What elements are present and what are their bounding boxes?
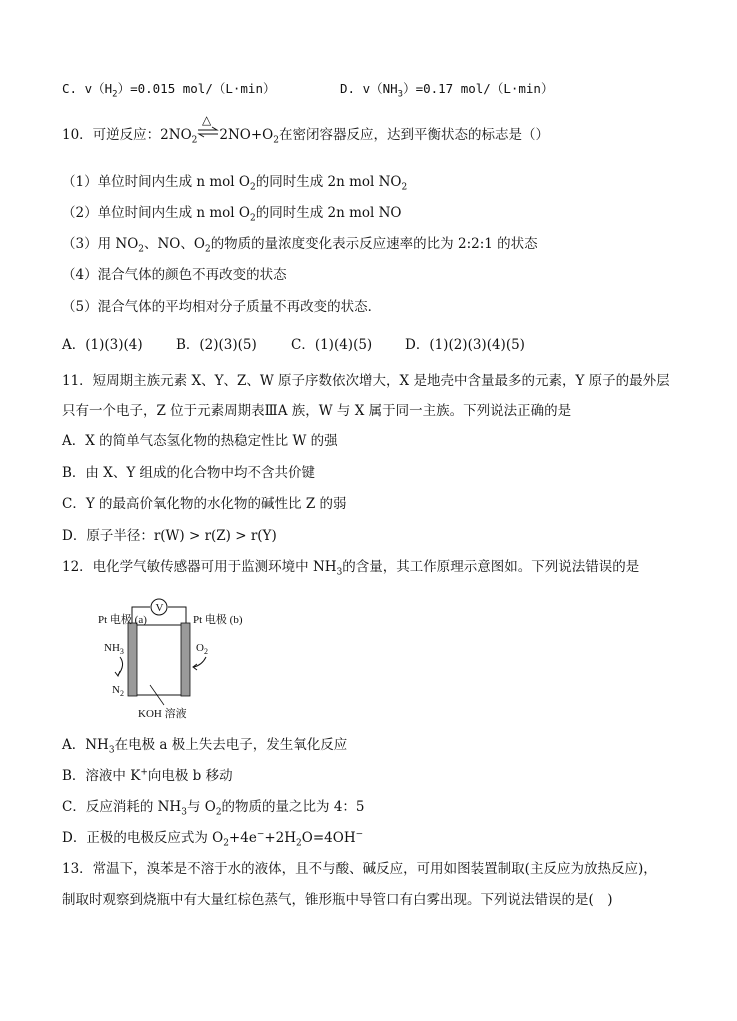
nh3-to-n2-arrow [118, 657, 123, 675]
q10-statement-4: （4）混合气体的颜色不再改变的状态 [62, 267, 287, 283]
q10-stem: 10．可逆反应：$2NO_2$ △ $2NO+O_2$在密闭容器反应，达到平衡状态的标志是（） [62, 112, 549, 146]
q11-option-b: B．由 X、Y 组成的化合物中均不含共价键 [62, 465, 316, 481]
q11-option-c: C．Y 的最高价氧化物的水化物的碱性比 Z 的弱 [62, 496, 347, 512]
q13-stem-line-1: 13．常温下，溴苯是不溶于水的液体，且不与酸、碱反应，可用如图装置制取(主反应为放热反应)， [62, 861, 657, 877]
q10-statement-2: （2）单位时间内生成 n mol $O_2$的同时生成 2n mol NO [62, 205, 402, 224]
electrode-a [128, 623, 137, 696]
q13-stem-line-2: 制取时观察到烧瓶中有大量红棕色蒸气，锥形瓶中导管口有白雾出现。下列说法错误的是( ) [62, 892, 613, 908]
q9-option-c: C. $v(H_2)=0.015$ mol/（L·min） [62, 81, 276, 100]
heat-symbol: △ [202, 112, 212, 127]
electrode-b-label: Pt 电极 (b) [193, 614, 243, 626]
q11-stem-line-2: 只有一个电子，Z 位于元素周期表ⅢA 族，W 与 X 属于同一主族。下列说法正确的是 [62, 403, 572, 419]
q12-stem: 12．电化学气敏传感器可用于监测环境中 $NH_3$的含量，其工作原理示意图如。下列说法错误的是 [62, 559, 640, 578]
q10-statement-1: （1）单位时间内生成 n mol $O_2$的同时生成 2n mol $NO_2$ [62, 174, 408, 193]
q12-option-a: A．$NH_3$在电极 a 极上失去电子，发生氧化反应 [62, 737, 348, 756]
koh-solution-label: KOH 溶液 [138, 708, 187, 720]
q12-option-d: D．正极的电极反应式为 $O_2+4e^-+2H_2O=4OH^-$ [62, 829, 364, 849]
sensor-diagram [98, 597, 268, 725]
q11-option-a: A．X 的简单气态氢化物的热稳定性比 W 的强 [62, 433, 338, 449]
q10-option-b: B．(2)(3)(5) [176, 337, 257, 353]
q11-option-d: D．原子半径：r(W) > r(Z) > r(Y) [62, 528, 277, 544]
q10-statement-3: （3）用 $NO_2$、NO、$O_2$的物质的量浓度变化表示反应速率的比为 2:2:1 的状态 [62, 236, 538, 255]
q10-option-c: C．(1)(4)(5) [291, 337, 373, 353]
q10-option-d: D．(1)(2)(3)(4)(5) [405, 337, 525, 353]
electrode-a-label: Pt 电极 (a) [98, 614, 147, 626]
q10-statement-5: （5）混合气体的平均相对分子质量不再改变的状态． [62, 299, 382, 315]
q9-option-d: D. $v(NH_3)=0.17$ mol/（L·min） [340, 81, 554, 100]
q10-option-a: A．(1)(3)(4) [62, 337, 143, 353]
q12-option-b: B．溶液中 K+向电极 b 移动 [62, 767, 233, 784]
nh3-label: $NH_3$ [104, 642, 124, 656]
voltmeter-label: V [155, 602, 164, 614]
electrolyte-cell [130, 625, 188, 695]
electrode-b [181, 623, 190, 696]
q11-stem-line-1: 11．短周期主族元素 X、Y、Z、W 原子序数依次增大，X 是地壳中含量最多的元素，Y 原子的最外层 [62, 373, 670, 389]
q12-option-c: C．反应消耗的 $NH_3$与 $O_2$的物质的量之比为 4：5 [62, 799, 365, 818]
reversible-heat-arrow [197, 112, 219, 145]
o2-label: $O_2$ [196, 642, 208, 656]
n2-label: $N_2$ [112, 684, 124, 698]
